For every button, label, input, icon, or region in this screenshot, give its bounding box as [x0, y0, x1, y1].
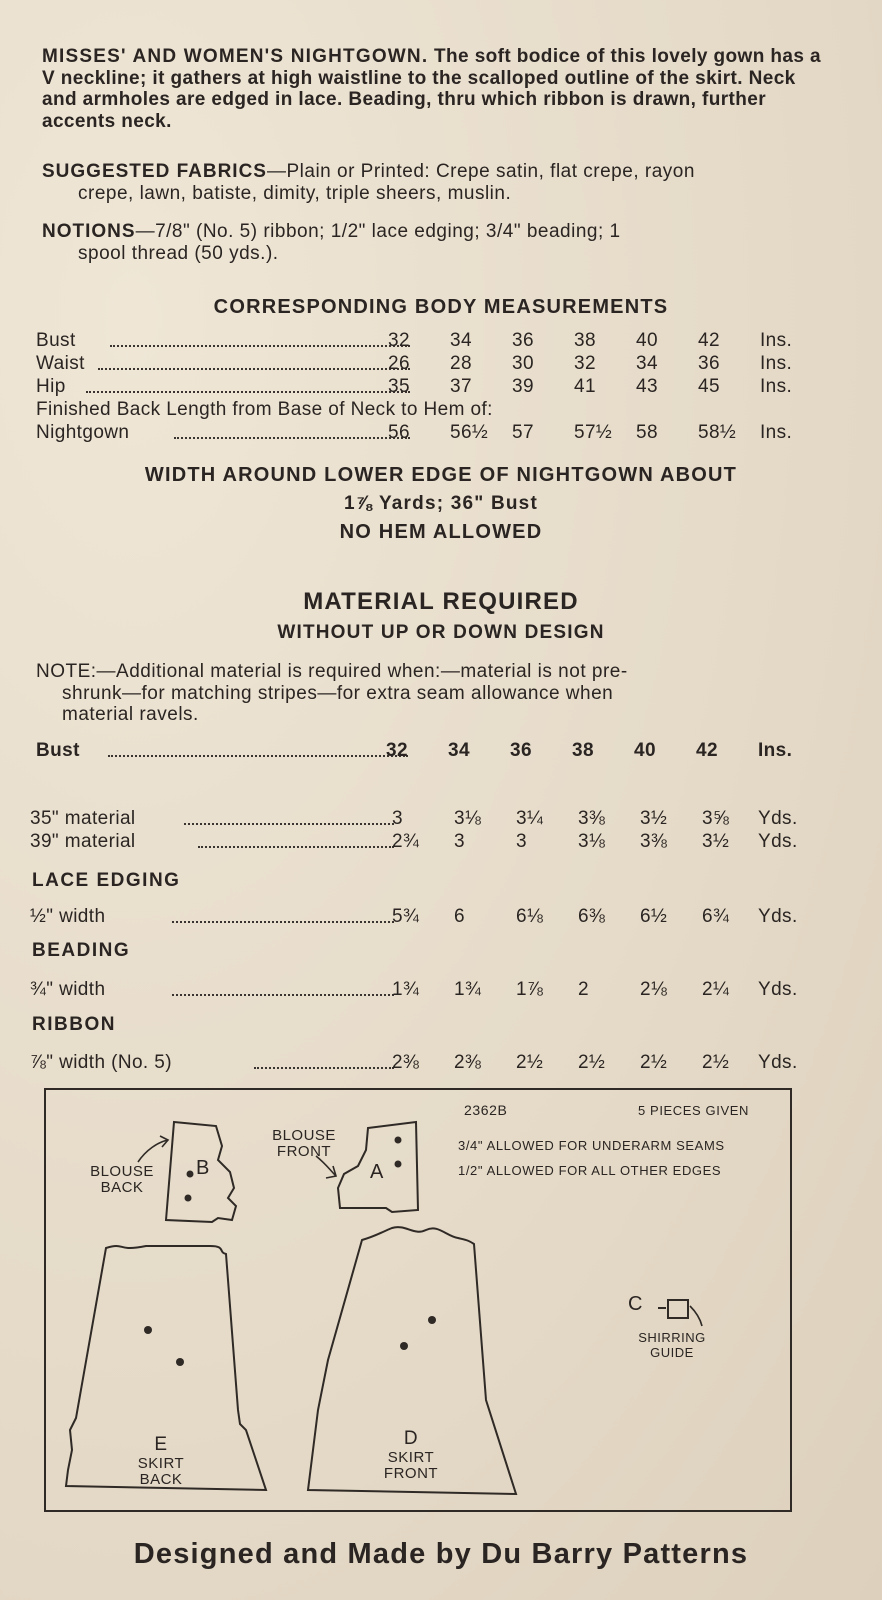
cell: 3 [392, 808, 403, 829]
width-note-line1: WIDTH AROUND LOWER EDGE OF NIGHTGOWN ABOUT [144, 464, 738, 486]
cell: 2½ [516, 1052, 544, 1073]
row-label: Bust [36, 330, 76, 351]
shirring-guide-letter: C [628, 1293, 643, 1315]
seam-note-underarm: 3/4" ALLOWED FOR UNDERARM SEAMS [458, 1138, 725, 1153]
unit: Ins. [760, 376, 793, 397]
cell: 2⅜ [454, 1052, 482, 1073]
body-measurements-heading: CORRESPONDING BODY MEASUREMENTS [213, 296, 669, 318]
note-line3: material ravels. [62, 704, 199, 725]
cell: 41 [574, 376, 596, 397]
skirt-back-label [126, 1434, 196, 1488]
cell: 34 [636, 353, 658, 374]
lace-heading: LACE EDGING [32, 870, 181, 891]
unit: Yds. [758, 1052, 798, 1073]
notions-line1: —7/8" (No. 5) ribbon; 1/2" lace edging; 3/4" beading; 1 [135, 221, 621, 242]
cell: 40 [636, 330, 658, 351]
fabrics-line1: —Plain or Printed: Crepe satin, flat crepe, rayon [266, 161, 695, 182]
dot-leader [254, 1052, 394, 1069]
blouse-front-letter: A [370, 1161, 384, 1183]
measure-row-hip [36, 376, 836, 398]
dot-leader [108, 740, 408, 757]
fabrics-heading: SUGGESTED FABRICS [42, 161, 267, 182]
intro-paragraph [42, 46, 822, 132]
unit: Ins. [760, 353, 793, 374]
back-length-text: Finished Back Length from Base of Neck to Hem of: [36, 399, 493, 420]
note-line1: NOTE:—Additional material is required when:—material is not pre- [36, 661, 628, 682]
cell: 6 [454, 906, 465, 927]
cell: 3⅝ [702, 808, 730, 829]
seam-note-other: 1/2" ALLOWED FOR ALL OTHER EDGES [458, 1163, 722, 1178]
cell: 43 [636, 376, 658, 397]
cell: 3½ [702, 831, 730, 852]
notions-line2: spool thread (50 yds.). [78, 243, 279, 264]
cell: 42 [698, 330, 720, 351]
material-note [36, 661, 826, 726]
cell: 56 [388, 422, 410, 443]
dot-leader [174, 422, 410, 439]
cell: 2½ [640, 1052, 668, 1073]
dot-leader [172, 906, 394, 923]
cell: 58 [636, 422, 658, 443]
cell: 3⅜ [578, 808, 606, 829]
cell: 34 [448, 740, 470, 761]
lace-row [30, 906, 830, 928]
cell: 28 [450, 353, 472, 374]
cell: 6⅜ [578, 906, 606, 927]
blouse-back-label [82, 1164, 162, 1196]
ribbon-row [30, 1052, 830, 1074]
cell: 2½ [578, 1052, 606, 1073]
cell: 2⅜ [392, 1052, 420, 1073]
no-hem-note: NO HEM ALLOWED [339, 521, 543, 543]
cell: 36 [512, 330, 534, 351]
pattern-pieces-diagram [44, 1088, 792, 1512]
skirt-back-line1: SKIRT [137, 1455, 185, 1472]
material-row-35 [30, 808, 830, 830]
cell: 38 [572, 740, 594, 761]
cell: 34 [450, 330, 472, 351]
blouse-front-line1: BLOUSE [272, 1127, 336, 1144]
garment-description: The soft bodice of this lovely gown has a V neckline; it gathers at high waistline to the scalloped outline of the skirt. Neck and armholes are edged in lace. Beading, thru which ribbon is drawn, further accents neck. [42, 46, 821, 132]
cell: 2½ [702, 1052, 730, 1073]
cell: 2¾ [392, 831, 420, 852]
unit: Ins. [758, 740, 793, 761]
dot-leader [110, 330, 410, 347]
shirring-guide-label [624, 1330, 720, 1360]
measure-row-bust [36, 330, 836, 352]
skirt-front-line2: FRONT [383, 1465, 439, 1482]
cell: 57½ [574, 422, 613, 443]
row-label: 35" material [30, 808, 136, 829]
unit: Yds. [758, 979, 798, 1000]
row-label: 39" material [30, 831, 136, 852]
back-length-label [36, 399, 836, 421]
unit: Yds. [758, 831, 798, 852]
cell: 2¼ [702, 979, 730, 1000]
cell: 2 [578, 979, 589, 1000]
cell: 26 [388, 353, 410, 374]
cell: 56½ [450, 422, 489, 443]
cell: 3¼ [516, 808, 544, 829]
dot-leader [86, 376, 410, 393]
row-label: Bust [36, 740, 80, 761]
cell: 36 [510, 740, 532, 761]
cell: 5¾ [392, 906, 420, 927]
skirt-front-line1: SKIRT [387, 1449, 435, 1466]
cell: 6⅛ [516, 906, 544, 927]
skirt-back-letter: E [154, 1434, 168, 1455]
cell: 35 [388, 376, 410, 397]
material-bust-row [36, 740, 836, 762]
blouse-front-line2: FRONT [276, 1143, 332, 1160]
dot-leader [198, 831, 394, 848]
width-note-line2: 1⅞ Yards; 36" Bust [344, 493, 538, 514]
dot-leader [184, 808, 394, 825]
material-heading: MATERIAL REQUIRED [303, 588, 579, 615]
notions-heading: NOTIONS [42, 221, 136, 242]
cell: 3⅜ [640, 831, 668, 852]
cell: 36 [698, 353, 720, 374]
measure-row-waist [36, 353, 836, 375]
row-label: ¾" width [30, 979, 106, 1000]
suggested-fabrics [42, 161, 832, 205]
cell: 3⅛ [454, 808, 482, 829]
skirt-back-line2: BACK [139, 1471, 183, 1488]
cell: 3 [516, 831, 527, 852]
blouse-back-line1: BLOUSE [90, 1163, 154, 1180]
blouse-front-label [262, 1128, 346, 1160]
note-line2: shrunk—for matching stripes—for extra seam allowance when [62, 682, 614, 704]
cell: 32 [386, 740, 408, 761]
shirring-guide-line2: GUIDE [650, 1345, 694, 1360]
row-label: Nightgown [36, 422, 130, 443]
cell: 3 [454, 831, 465, 852]
cell: 3⅛ [578, 831, 606, 852]
pattern-number: 2362B [464, 1102, 508, 1118]
shirring-guide-piece [668, 1300, 688, 1318]
cell: 45 [698, 376, 720, 397]
cell: 58½ [698, 422, 737, 443]
measure-row-nightgown [36, 422, 836, 444]
row-label: Hip [36, 376, 66, 397]
skirt-front-label [376, 1428, 446, 1482]
blouse-back-line2: BACK [100, 1179, 144, 1196]
row-label: ½" width [30, 906, 106, 927]
ribbon-heading: RIBBON [32, 1014, 116, 1035]
pieces-given: 5 PIECES GIVEN [638, 1103, 749, 1118]
cell: 6½ [640, 906, 668, 927]
beading-heading: BEADING [32, 940, 131, 961]
shirring-guide-line1: SHIRRING [638, 1330, 706, 1345]
cell: 32 [574, 353, 596, 374]
blouse-back-letter: B [196, 1157, 210, 1179]
cell: 1⅞ [516, 979, 544, 1000]
cell: 2⅛ [640, 979, 668, 1000]
row-label: ⅞" width (No. 5) [30, 1052, 172, 1073]
cell: 1¾ [392, 979, 420, 1000]
cell: 6¾ [702, 906, 730, 927]
cell: 32 [388, 330, 410, 351]
cell: 37 [450, 376, 472, 397]
cell: 1¾ [454, 979, 482, 1000]
material-subheading: WITHOUT UP OR DOWN DESIGN [277, 622, 605, 643]
cell: 3½ [640, 808, 668, 829]
unit: Yds. [758, 906, 798, 927]
dot-leader [172, 979, 394, 996]
unit: Yds. [758, 808, 798, 829]
material-row-39 [30, 831, 830, 853]
notions [42, 221, 832, 265]
beading-row [30, 979, 830, 1001]
row-label: Waist [36, 353, 85, 374]
fabrics-line2: crepe, lawn, batiste, dimity, triple sheers, muslin. [78, 183, 512, 204]
skirt-front-letter: D [403, 1428, 419, 1449]
unit: Ins. [760, 422, 793, 443]
garment-title: MISSES' AND WOMEN'S NIGHTGOWN. [42, 46, 429, 67]
cell: 30 [512, 353, 534, 374]
cell: 38 [574, 330, 596, 351]
cell: 57 [512, 422, 534, 443]
cell: 42 [696, 740, 718, 761]
designer-credit: Designed and Made by Du Barry Patterns [133, 1538, 749, 1570]
unit: Ins. [760, 330, 793, 351]
cell: 40 [634, 740, 656, 761]
cell: 39 [512, 376, 534, 397]
dot-leader [98, 353, 410, 370]
